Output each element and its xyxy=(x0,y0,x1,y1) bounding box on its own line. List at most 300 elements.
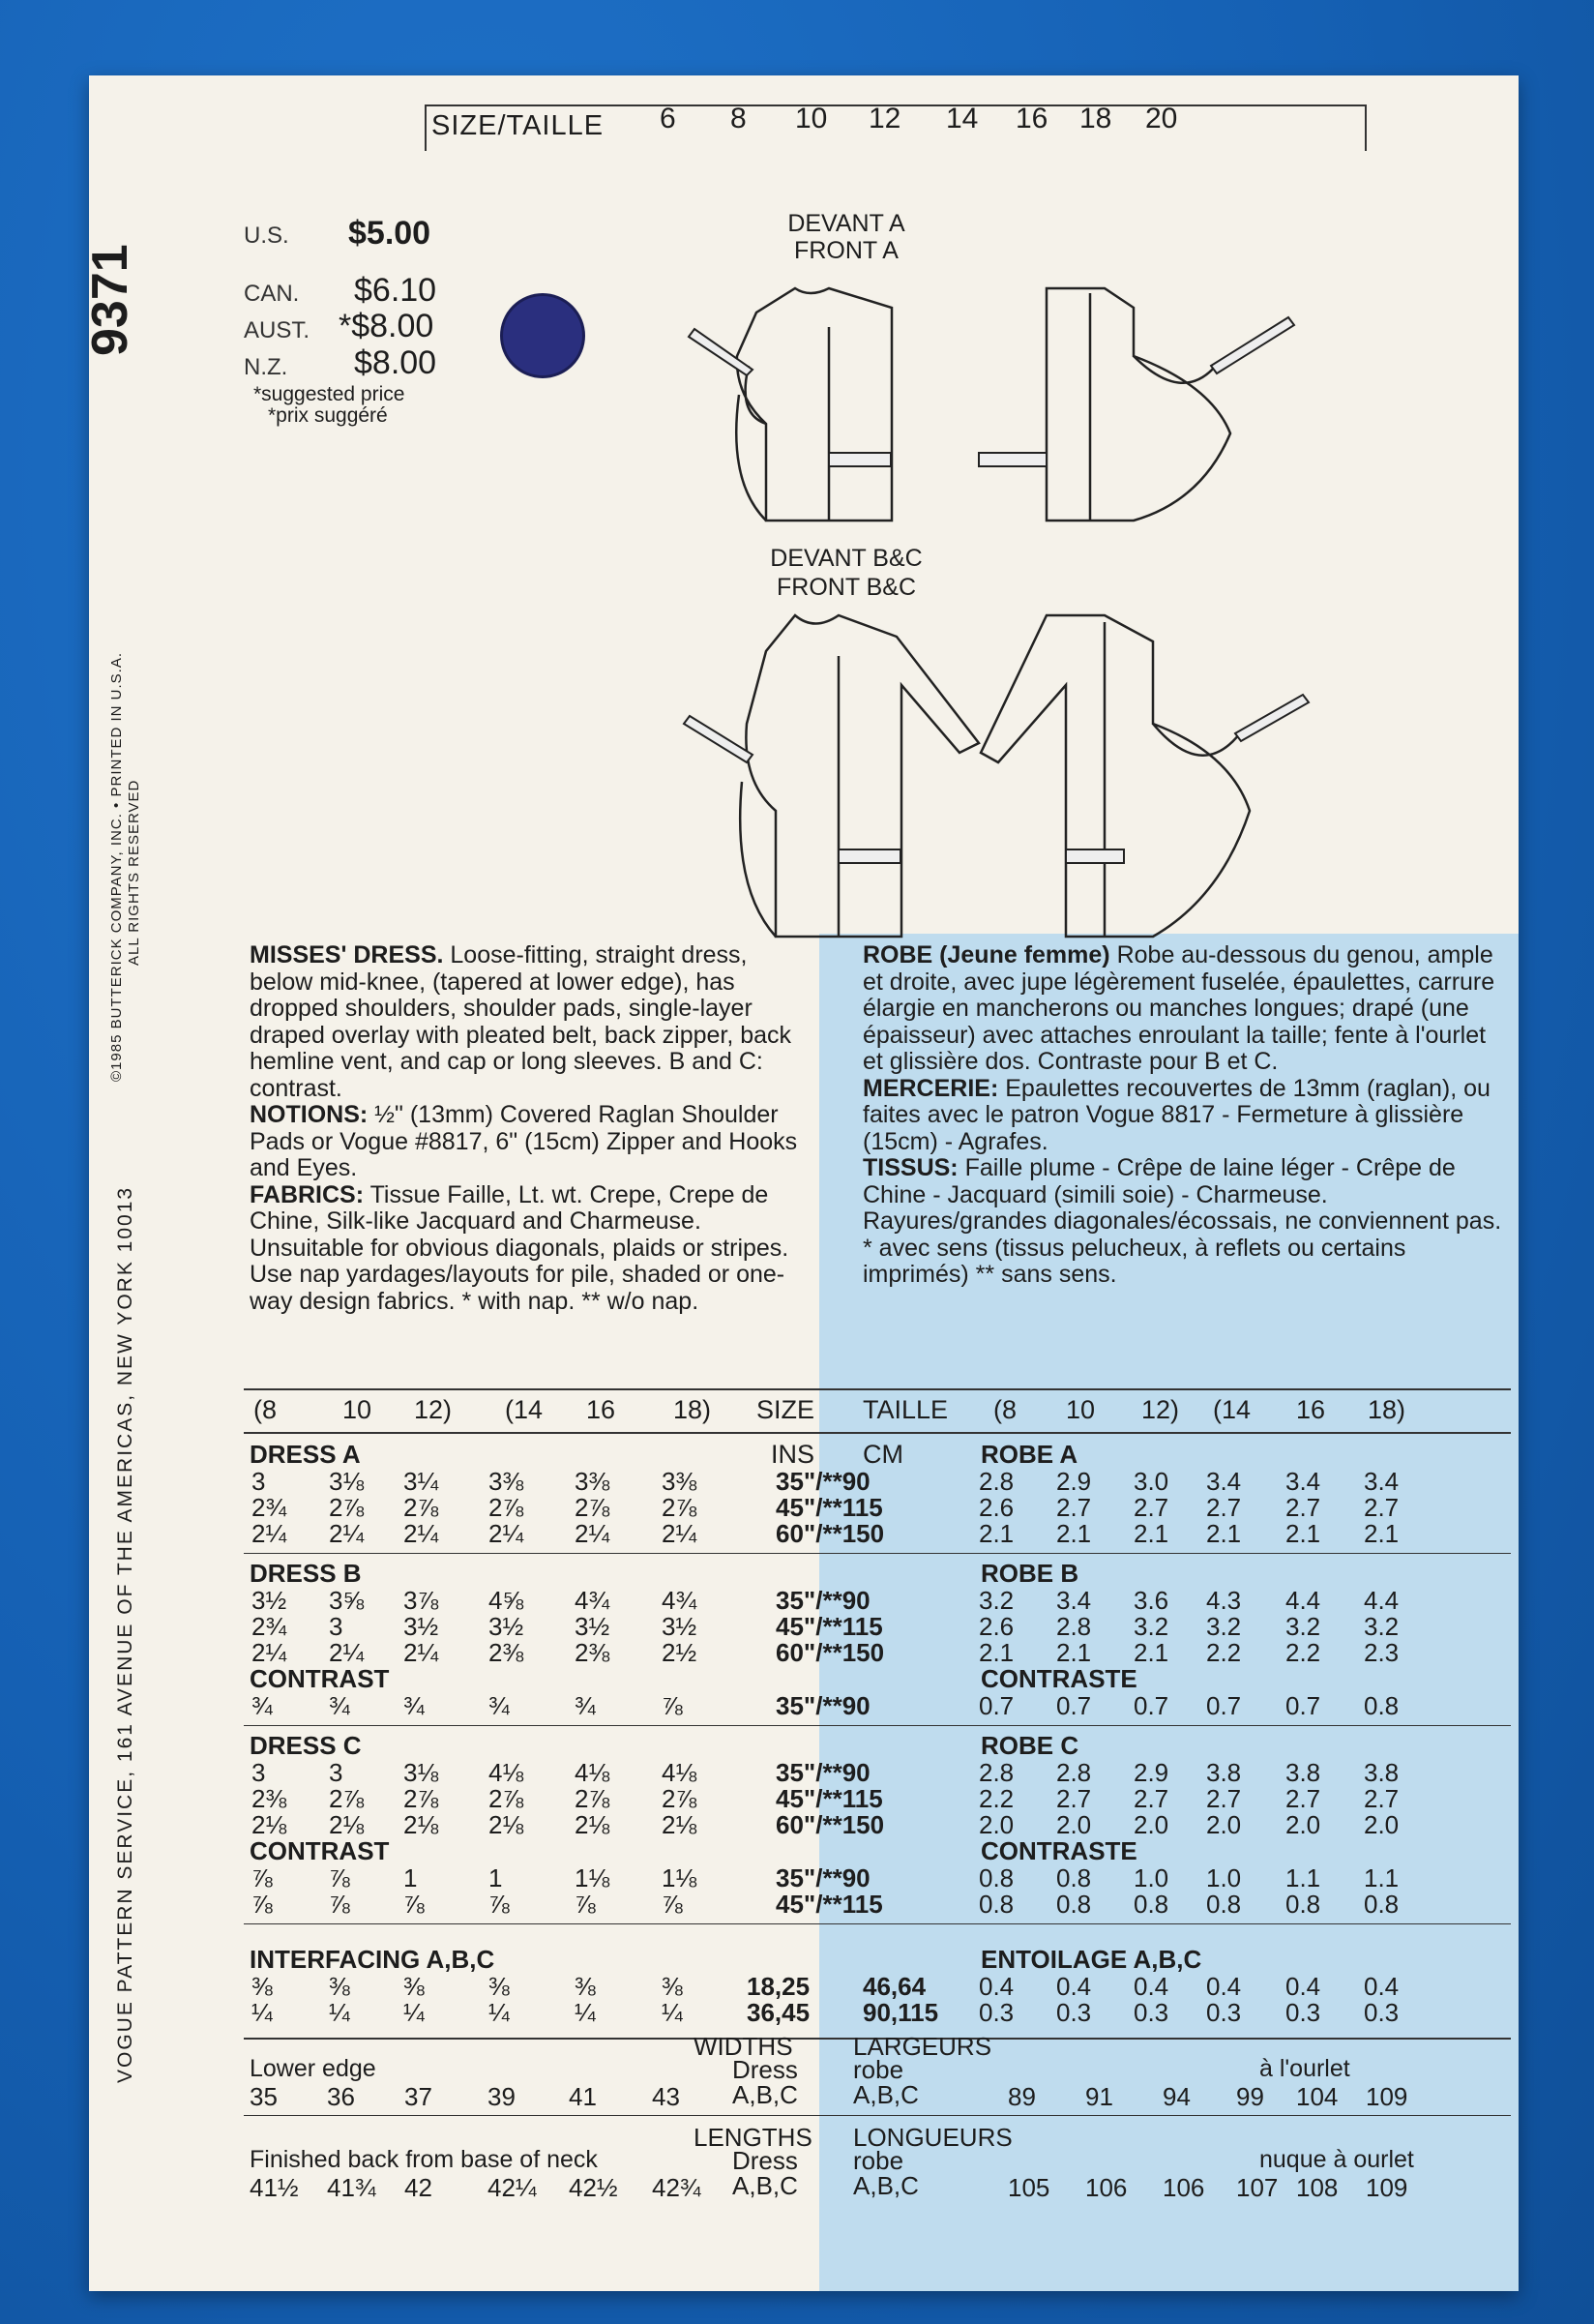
description-fr-title: ROBE (Jeune femme) xyxy=(863,941,1110,968)
fabric-width-cm: 90,115 xyxy=(863,1998,939,2027)
yardage-m-cell: 2.7 xyxy=(1134,1784,1169,1813)
yardage-ins-cell: 2⅜ xyxy=(575,1638,610,1667)
yardage-m-cell: 2.8 xyxy=(979,1758,1015,1787)
yardage-m-cell: 0.7 xyxy=(1285,1691,1321,1720)
size-20: 20 xyxy=(1145,103,1178,134)
price-us: $5.00 xyxy=(348,215,431,252)
yardage-ins-cell: 3 xyxy=(329,1758,343,1787)
yardage-ins-cell: 2¾ xyxy=(251,1612,287,1641)
yardage-m-cell: 3.8 xyxy=(1285,1758,1321,1787)
suggested-price-note: *suggested price xyxy=(253,383,405,405)
yardage-m-cell: 3.8 xyxy=(1206,1758,1242,1787)
yardage-m-cell: 2.1 xyxy=(1206,1519,1242,1548)
yardage-m-cell: 2.0 xyxy=(1206,1810,1242,1839)
dress-bc-back-sketch xyxy=(959,598,1327,946)
yardage-ins-cell: 2⅞ xyxy=(575,1784,610,1813)
widths-cm-value: 89 xyxy=(1008,2082,1036,2111)
yardage-m-cell: 2.7 xyxy=(1364,1493,1400,1522)
yardage-m-cell: 2.1 xyxy=(1056,1519,1092,1548)
yardage-m-cell: 0.4 xyxy=(1056,1972,1092,2001)
yardage-ins-cell: 2⅞ xyxy=(403,1493,439,1522)
size-header-ins: (8 xyxy=(253,1395,278,1424)
fabric-width: 35"/**90 xyxy=(776,1758,871,1787)
size-header-cm: 10 xyxy=(1066,1395,1096,1424)
yardage-ins-cell: 2¼ xyxy=(329,1519,365,1548)
yardage-m-cell: 0.8 xyxy=(1134,1890,1169,1919)
yardage-m-cell: 2.9 xyxy=(1134,1758,1169,1787)
dress-a-front-sketch xyxy=(669,269,959,550)
yardage-ins-cell: ⅜ xyxy=(403,1972,425,2001)
yardage-ins-cell: 4¾ xyxy=(575,1586,610,1615)
yardage-m-cell: 0.8 xyxy=(1206,1890,1242,1919)
lengths-ins-value: 42¼ xyxy=(487,2173,537,2202)
lengths-ins-value: 42¾ xyxy=(652,2173,701,2202)
yardage-m-cell: 2.2 xyxy=(1206,1638,1242,1667)
lengths-view: A,B,C xyxy=(732,2171,798,2200)
yardage-m-cell: 3.2 xyxy=(1285,1612,1321,1641)
yardage-m-cell: 2.8 xyxy=(979,1467,1015,1496)
notions-en: ½" (13mm) Covered Raglan Shoulder Pads or Vogue #8817, 6" (15cm) Zipper and Hooks and Eyes. xyxy=(250,1101,798,1181)
widths-cm-value: 91 xyxy=(1085,2082,1113,2111)
yardage-ins-cell: 2⅞ xyxy=(329,1493,365,1522)
dress-bc-front-sketch xyxy=(669,598,989,946)
yardage-ins-cell: 1 xyxy=(488,1863,503,1892)
description-en-title: MISSES' DRESS. xyxy=(250,941,444,968)
size-column-header: SIZE xyxy=(756,1395,815,1424)
yardage-ins-cell: 1⅛ xyxy=(662,1863,697,1892)
notions-fr-label: MERCERIE: xyxy=(863,1074,999,1102)
yardage-m-cell: 2.7 xyxy=(1206,1784,1242,1813)
yardage-m-cell: 3.0 xyxy=(1134,1467,1169,1496)
yardage-ins-cell: 3⅜ xyxy=(575,1467,610,1496)
yardage-ins-cell: 2⅛ xyxy=(329,1810,365,1839)
fabric-width: 35"/**90 xyxy=(776,1863,871,1892)
price-country-us: U.S. xyxy=(244,223,289,249)
yardage-ins-cell: 2⅛ xyxy=(251,1810,287,1839)
yardage-ins-cell: ⅜ xyxy=(488,1972,510,2001)
section-label-fr: ROBE C xyxy=(981,1731,1079,1760)
yardage-m-cell: 0.8 xyxy=(1285,1890,1321,1919)
yardage-ins-cell: ¼ xyxy=(403,1998,425,2027)
yardage-ins-cell: 2¼ xyxy=(488,1519,524,1548)
yardage-m-cell: 3.2 xyxy=(979,1586,1015,1615)
fabric-width: 45"/**115 xyxy=(776,1612,883,1641)
yardage-m-cell: 3.4 xyxy=(1285,1467,1321,1496)
yardage-m-cell: 2.0 xyxy=(979,1810,1015,1839)
yardage-m-cell: 0.3 xyxy=(1134,1998,1169,2027)
fabric-width: 60"/**150 xyxy=(776,1519,885,1548)
yardage-m-cell: 0.4 xyxy=(1206,1972,1242,2001)
lengths-label-fr: nuque à ourlet xyxy=(1259,2146,1414,2173)
widths-robe-view: A,B,C xyxy=(853,2080,919,2109)
lengths-cm-value: 107 xyxy=(1236,2173,1279,2202)
yardage-m-cell: 2.0 xyxy=(1364,1810,1400,1839)
widths-ins-value: 43 xyxy=(652,2082,680,2111)
yardage-m-cell: 2.6 xyxy=(979,1493,1015,1522)
yardage-m-cell: 0.3 xyxy=(1056,1998,1092,2027)
yardage-ins-cell: 3 xyxy=(251,1758,266,1787)
yardage-ins-cell: ⅞ xyxy=(488,1890,510,1919)
front-bc-label-fr: DEVANT B&C xyxy=(770,545,923,572)
yardage-ins-cell: ⅞ xyxy=(575,1890,596,1919)
yardage-ins-cell: 2⅞ xyxy=(575,1493,610,1522)
dress-a-back-sketch xyxy=(959,269,1327,550)
yardage-ins-cell: 2⅞ xyxy=(329,1784,365,1813)
yardage-ins-cell: 2⅜ xyxy=(251,1784,287,1813)
size-8: 8 xyxy=(730,103,747,134)
yardage-ins-cell: 2⅛ xyxy=(488,1810,524,1839)
yardage-ins-cell: ⅜ xyxy=(329,1972,350,2001)
yardage-m-cell: 3.4 xyxy=(1364,1467,1400,1496)
fabric-width: 60"/**150 xyxy=(776,1638,885,1667)
yardage-m-cell: 2.0 xyxy=(1056,1810,1092,1839)
widths-ins-value: 35 xyxy=(250,2082,278,2111)
lengths-title-fr: LONGUEURS xyxy=(853,2123,1013,2152)
section-label-fr: ENTOILAGE A,B,C xyxy=(981,1945,1202,1974)
section-label-fr: CONTRASTE xyxy=(981,1664,1137,1693)
yardage-ins-cell: 2¾ xyxy=(251,1493,287,1522)
yardage-ins-cell: ¼ xyxy=(488,1998,510,2027)
section-label-en: DRESS B xyxy=(250,1559,362,1588)
yardage-m-cell: 0.8 xyxy=(1056,1890,1092,1919)
fabric-width: 35"/**90 xyxy=(776,1467,871,1496)
size-12: 12 xyxy=(869,103,901,134)
yardage-ins-cell: 3 xyxy=(329,1612,343,1641)
yardage-ins-cell: 3⅜ xyxy=(488,1467,524,1496)
yardage-ins-cell: ¾ xyxy=(251,1691,273,1720)
section-label-fr: ROBE B xyxy=(981,1559,1079,1588)
yardage-m-cell: 2.8 xyxy=(1056,1612,1092,1641)
yardage-ins-cell: ⅞ xyxy=(329,1863,350,1892)
prix-suggere-note: *prix suggéré xyxy=(268,404,388,427)
size-16: 16 xyxy=(1016,103,1048,134)
measures-rule xyxy=(244,2115,1511,2116)
fabrics-en: Tissue Faille, Lt. wt. Crepe, Crepe de Chine, Silk-like Jacquard and Charmeuse. Unsuitable for obvious diagonals, plaids or stripes. Use nap yardages/layouts for pile, shaded or one-way design fabrics. * with nap. ** w/o nap. xyxy=(250,1180,789,1315)
yardage-ins-cell: 3½ xyxy=(403,1612,439,1641)
yardage-m-cell: 2.7 xyxy=(1285,1784,1321,1813)
yardage-ins-cell: 4¾ xyxy=(662,1586,697,1615)
yardage-ins-cell: 3⅛ xyxy=(329,1467,365,1496)
ins-label: INS xyxy=(771,1440,815,1469)
lengths-cm-value: 109 xyxy=(1366,2173,1408,2202)
yardage-m-cell: 0.4 xyxy=(1364,1972,1400,2001)
yardage-m-cell: 2.7 xyxy=(1056,1784,1092,1813)
section-label-en: DRESS A xyxy=(250,1440,361,1469)
yardage-ins-cell: ⅞ xyxy=(662,1890,683,1919)
yardage-ins-cell: 3¼ xyxy=(403,1467,439,1496)
yardage-m-cell: 2.1 xyxy=(979,1519,1015,1548)
fabric-width-cm: 46,64 xyxy=(863,1972,927,2001)
yardage-m-cell: 0.3 xyxy=(1206,1998,1242,2027)
size-header-ins: (14 xyxy=(505,1395,544,1424)
section-label-en: INTERFACING A,B,C xyxy=(250,1945,495,1974)
widths-view: A,B,C xyxy=(732,2080,798,2109)
yardage-ins-cell: 2¼ xyxy=(403,1638,439,1667)
yardage-m-cell: 2.7 xyxy=(1364,1784,1400,1813)
yardage-m-cell: 0.8 xyxy=(1364,1691,1400,1720)
yardage-ins-cell: ¾ xyxy=(403,1691,425,1720)
yardage-ins-cell: ⅞ xyxy=(329,1890,350,1919)
size-header-ins: 12) xyxy=(414,1395,453,1424)
copyright-line1: ©1985 BUTTERICK COMPANY, INC. • PRINTED IN U.S.A. xyxy=(108,652,125,1082)
yardage-ins-cell: 1⅛ xyxy=(575,1863,610,1892)
taille-column-header: TAILLE xyxy=(863,1395,949,1424)
lengths-ins-value: 42½ xyxy=(569,2173,618,2202)
fabric-width: 45"/**115 xyxy=(776,1784,883,1813)
description-en-body: Loose-fitting, straight dress, below mid-knee, (tapered at lower edge), has dropped shoulders, shoulder pads, single-layer draped overlay with pleated belt, back zipper, back hemline vent, and cap or long sleeves. B and C: contrast. xyxy=(250,941,792,1102)
yardage-ins-cell: 4⅛ xyxy=(575,1758,610,1787)
yardage-ins-cell: 3 xyxy=(251,1467,266,1496)
lengths-ins-value: 41¾ xyxy=(327,2173,376,2202)
yardage-m-cell: 3.8 xyxy=(1364,1758,1400,1787)
yardage-m-cell: 0.7 xyxy=(1206,1691,1242,1720)
yardage-m-cell: 3.2 xyxy=(1134,1612,1169,1641)
price-country-nz: N.Z. xyxy=(244,354,288,380)
lengths-cm-value: 106 xyxy=(1163,2173,1205,2202)
yardage-m-cell: 4.4 xyxy=(1285,1586,1321,1615)
widths-label-en: Lower edge xyxy=(250,2055,376,2082)
yardage-m-cell: 2.1 xyxy=(1285,1519,1321,1548)
yardage-m-cell: 3.2 xyxy=(1364,1612,1400,1641)
yardage-ins-cell: ⅜ xyxy=(662,1972,683,2001)
size-14: 14 xyxy=(946,103,979,134)
yardage-ins-cell: 3½ xyxy=(251,1586,287,1615)
fabric-width: 35"/**90 xyxy=(776,1586,871,1615)
widths-ins-value: 41 xyxy=(569,2082,597,2111)
fabric-width-in: 18,25 xyxy=(747,1972,811,2001)
yardage-ins-cell: 2¼ xyxy=(251,1519,287,1548)
yardage-ins-cell: 4⅛ xyxy=(662,1758,697,1787)
yardage-ins-cell: ¼ xyxy=(575,1998,596,2027)
price-can: $6.10 xyxy=(354,272,437,309)
yardage-m-cell: 2.1 xyxy=(1134,1519,1169,1548)
yardage-ins-cell: ¾ xyxy=(488,1691,510,1720)
size-header-ins: 10 xyxy=(342,1395,372,1424)
size-18: 18 xyxy=(1079,103,1112,134)
fabric-width: 45"/**115 xyxy=(776,1493,883,1522)
lengths-cm-value: 106 xyxy=(1085,2173,1128,2202)
size-header-ins: 16 xyxy=(586,1395,616,1424)
yardage-ins-cell: 2⅞ xyxy=(662,1493,697,1522)
yardage-m-cell: 2.2 xyxy=(979,1784,1015,1813)
size-header-cm: (8 xyxy=(993,1395,1018,1424)
fabrics-fr-label: TISSUS: xyxy=(863,1154,959,1181)
yardage-m-cell: 0.4 xyxy=(1285,1972,1321,2001)
widths-cm-value: 104 xyxy=(1296,2082,1339,2111)
section-label-fr: ROBE A xyxy=(981,1440,1078,1469)
lengths-label-en: Finished back from base of neck xyxy=(250,2146,598,2173)
yardage-ins-cell: 3½ xyxy=(488,1612,524,1641)
yardage-m-cell: 0.3 xyxy=(979,1998,1015,2027)
yardage-ins-cell: 2⅜ xyxy=(488,1638,524,1667)
yardage-ins-cell: ¼ xyxy=(662,1998,683,2027)
lengths-cm-value: 108 xyxy=(1296,2173,1339,2202)
lengths-cm-value: 105 xyxy=(1008,2173,1050,2202)
yardage-m-cell: 2.1 xyxy=(1364,1519,1400,1548)
front-a-label-en: FRONT A xyxy=(794,237,899,264)
size-header-cm: 16 xyxy=(1296,1395,1326,1424)
notions-fr: Epaulettes recouvertes de 13mm (raglan), ou faites avec le patron Vogue 8817 - Fermeture à glissière (15cm) - Agrafes. xyxy=(863,1074,1491,1155)
front-bc-label-en: FRONT B&C xyxy=(777,574,916,601)
section-rule xyxy=(244,1923,1511,1924)
yardage-ins-cell: 3⅜ xyxy=(662,1467,697,1496)
yardage-ins-cell: 2⅞ xyxy=(662,1784,697,1813)
yardage-ins-cell: 2⅛ xyxy=(403,1810,439,1839)
yardage-m-cell: 0.8 xyxy=(1364,1890,1400,1919)
description-en xyxy=(250,942,812,1315)
yardage-ins-cell: ¾ xyxy=(575,1691,596,1720)
widths-cm-value: 94 xyxy=(1163,2082,1191,2111)
price-aust: *$8.00 xyxy=(339,308,434,344)
yardage-m-cell: 2.7 xyxy=(1056,1493,1092,1522)
yardage-m-cell: 2.1 xyxy=(1056,1638,1092,1667)
yardage-ins-cell: 3⅛ xyxy=(403,1758,439,1787)
widths-ins-value: 37 xyxy=(404,2082,432,2111)
address: VOGUE PATTERN SERVICE, 161 AVENUE OF THE AMERICAS, NEW YORK 10013 xyxy=(114,1185,136,2083)
fabric-width: 35"/**90 xyxy=(776,1691,871,1720)
lengths-ins-value: 42 xyxy=(404,2173,432,2202)
yardage-ins-cell: 2½ xyxy=(662,1638,697,1667)
fabrics-en-label: FABRICS: xyxy=(250,1180,365,1208)
price-country-aust: AUST. xyxy=(244,317,310,343)
widths-ins-value: 39 xyxy=(487,2082,516,2111)
widths-label-fr: à l'ourlet xyxy=(1259,2055,1350,2082)
copyright-line2: ALL RIGHTS RESERVED xyxy=(126,779,142,966)
yardage-ins-cell: ⅞ xyxy=(403,1890,425,1919)
size-header-cm: 18) xyxy=(1368,1395,1406,1424)
yardage-m-cell: 1.1 xyxy=(1285,1863,1321,1892)
yardage-m-cell: 2.0 xyxy=(1134,1810,1169,1839)
fabric-width: 45"/**115 xyxy=(776,1890,883,1919)
fabric-width: 60"/**150 xyxy=(776,1810,885,1839)
widths-title-fr: LARGEURS xyxy=(853,2032,992,2061)
yardage-ins-cell: 2¼ xyxy=(403,1519,439,1548)
widths-cm-value: 109 xyxy=(1366,2082,1408,2111)
pattern-envelope xyxy=(82,75,1519,2291)
description-fr-body: Robe au-dessous du genou, ample et droite, avec jupe légèrement fuselée, épaulettes, carrure élargie en mancherons ou manches longues; drapé (une épaisseur) avec attaches enroulant la taille; fente à l'ourlet et glissière dos. Contraste pour B et C. xyxy=(863,941,1495,1075)
yardage-m-cell: 0.7 xyxy=(979,1691,1015,1720)
yardage-m-cell: 3.6 xyxy=(1134,1586,1169,1615)
yardage-ins-cell: 2⅛ xyxy=(575,1810,610,1839)
yardage-m-cell: 1.0 xyxy=(1206,1863,1242,1892)
description-fr xyxy=(863,942,1503,1289)
yardage-m-cell: 0.8 xyxy=(979,1863,1015,1892)
yardage-m-cell: 2.1 xyxy=(1134,1638,1169,1667)
yardage-m-cell: 2.7 xyxy=(1285,1493,1321,1522)
price-country-can: CAN. xyxy=(244,281,300,307)
yardage-m-cell: 3.4 xyxy=(1056,1586,1092,1615)
lengths-title-en: LENGTHS xyxy=(694,2123,812,2152)
yardage-ins-cell: 3⅝ xyxy=(329,1586,365,1615)
yardage-top-rule xyxy=(244,1388,1511,1390)
section-rule xyxy=(244,1553,1511,1554)
yardage-ins-cell: 2¼ xyxy=(662,1519,697,1548)
price-nz: $8.00 xyxy=(354,344,437,381)
widths-cm-value: 99 xyxy=(1236,2082,1264,2111)
yardage-ins-cell: 4⅝ xyxy=(488,1586,524,1615)
size-label: SIZE/TAILLE xyxy=(431,110,605,141)
yardage-ins-cell: 3½ xyxy=(662,1612,697,1641)
yardage-ins-cell: 2⅞ xyxy=(403,1784,439,1813)
yardage-ins-cell: ⅞ xyxy=(251,1890,273,1919)
yardage-ins-cell: 2¼ xyxy=(251,1638,287,1667)
yardage-m-cell: 2.7 xyxy=(1206,1493,1242,1522)
section-label-fr: CONTRASTE xyxy=(981,1836,1137,1865)
size-6: 6 xyxy=(660,103,676,134)
size-10: 10 xyxy=(795,103,828,134)
section-label-en: CONTRAST xyxy=(250,1836,390,1865)
pattern-number: 9371 xyxy=(82,244,138,356)
yardage-ins-cell: 2¼ xyxy=(329,1638,365,1667)
yardage-m-cell: 0.7 xyxy=(1056,1691,1092,1720)
yardage-ins-cell: ⅜ xyxy=(575,1972,596,2001)
yardage-m-cell: 3.4 xyxy=(1206,1467,1242,1496)
yardage-m-cell: 2.8 xyxy=(1056,1758,1092,1787)
yardage-ins-cell: ⅞ xyxy=(662,1691,683,1720)
lengths-robe-view: A,B,C xyxy=(853,2171,919,2200)
lengths-ins-value: 41½ xyxy=(250,2173,299,2202)
yardage-ins-cell: ¼ xyxy=(329,1998,350,2027)
yardage-m-cell: 2.3 xyxy=(1364,1638,1400,1667)
size-header-cm: (14 xyxy=(1213,1395,1252,1424)
yardage-m-cell: 0.4 xyxy=(1134,1972,1169,2001)
lengths-robe-label: robe xyxy=(853,2146,904,2175)
yardage-header-rule xyxy=(244,1432,1511,1434)
section-label-en: CONTRAST xyxy=(250,1664,390,1693)
color-dot xyxy=(500,293,585,378)
yardage-ins-cell: 2⅞ xyxy=(488,1784,524,1813)
yardage-m-cell: 4.4 xyxy=(1364,1586,1400,1615)
yardage-m-cell: 2.7 xyxy=(1134,1493,1169,1522)
yardage-m-cell: 0.4 xyxy=(979,1972,1015,2001)
yardage-m-cell: 1.1 xyxy=(1364,1863,1400,1892)
yardage-m-cell: 0.8 xyxy=(979,1890,1015,1919)
yardage-m-cell: 1.0 xyxy=(1134,1863,1169,1892)
yardage-m-cell: 2.0 xyxy=(1285,1810,1321,1839)
yardage-ins-cell: ¾ xyxy=(329,1691,350,1720)
yardage-m-cell: 4.3 xyxy=(1206,1586,1242,1615)
yardage-m-cell: 0.3 xyxy=(1285,1998,1321,2027)
widths-dress-label: Dress xyxy=(732,2055,798,2084)
widths-title-en: WIDTHS xyxy=(694,2032,793,2061)
widths-ins-value: 36 xyxy=(327,2082,355,2111)
fabric-width-in: 36,45 xyxy=(747,1998,811,2027)
yardage-m-cell: 2.6 xyxy=(979,1612,1015,1641)
yardage-m-cell: 2.1 xyxy=(979,1638,1015,1667)
yardage-ins-cell: 2⅛ xyxy=(662,1810,697,1839)
yardage-ins-cell: 3⅞ xyxy=(403,1586,439,1615)
french-panel-ext xyxy=(829,1391,1519,2291)
yardage-ins-cell: 4⅛ xyxy=(488,1758,524,1787)
notions-en-label: NOTIONS: xyxy=(250,1101,369,1128)
yardage-m-cell: 2.2 xyxy=(1285,1638,1321,1667)
front-a-label-fr: DEVANT A xyxy=(787,210,905,237)
yardage-m-cell: 3.2 xyxy=(1206,1612,1242,1641)
widths-robe-label: robe xyxy=(853,2055,904,2084)
yardage-m-cell: 0.8 xyxy=(1056,1863,1092,1892)
yardage-m-cell: 0.3 xyxy=(1364,1998,1400,2027)
yardage-ins-cell: 2¼ xyxy=(575,1519,610,1548)
yardage-m-cell: 0.7 xyxy=(1134,1691,1169,1720)
section-label-en: DRESS C xyxy=(250,1731,362,1760)
size-header-cm: 12) xyxy=(1141,1395,1180,1424)
fabrics-fr: Faille plume - Crêpe de laine léger - Crêpe de Chine - Jacquard (simili soie) - Charmeuse. Rayures/grandes diagonales/écossais, ne conviennent pas. * avec sens (tissus pelucheux, à reflets ou certains imprimés) ** sans sens. xyxy=(863,1154,1502,1288)
yardage-ins-cell: 1 xyxy=(403,1863,418,1892)
size-header-ins: 18) xyxy=(673,1395,712,1424)
section-rule xyxy=(244,1725,1511,1726)
yardage-ins-cell: ¼ xyxy=(251,1998,273,2027)
yardage-ins-cell: 3½ xyxy=(575,1612,610,1641)
